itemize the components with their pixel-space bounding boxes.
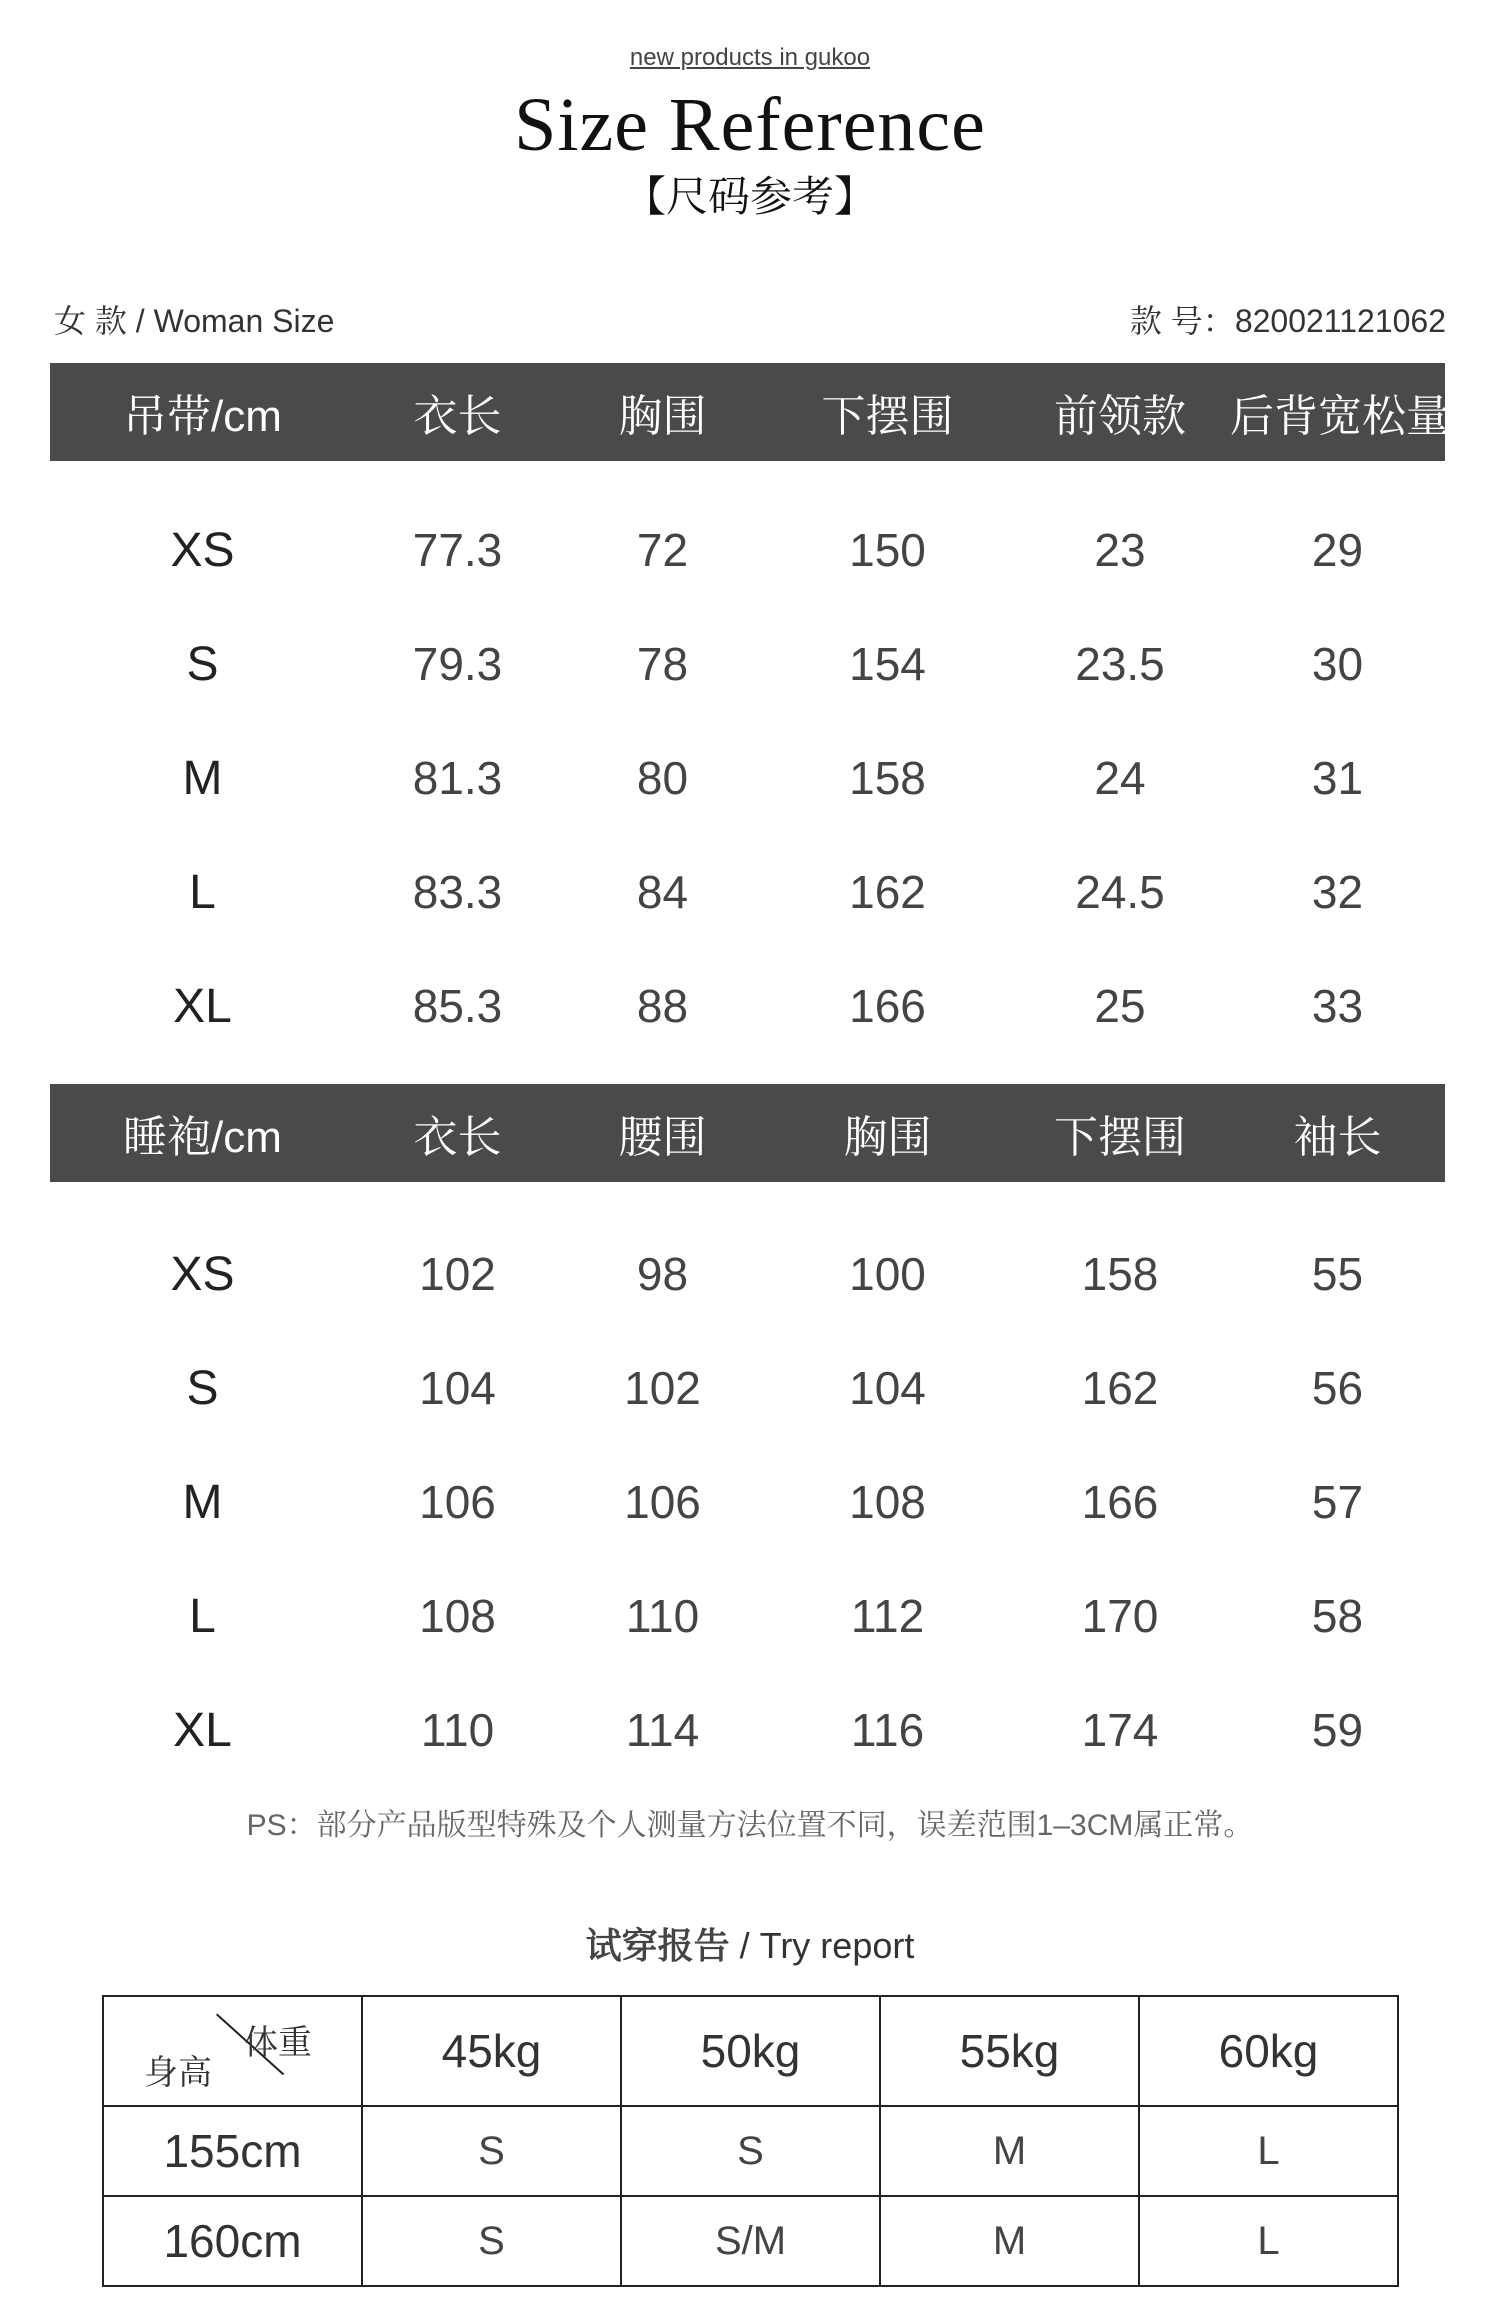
table-row <box>50 748 1445 808</box>
corner-cell <box>103 1996 362 2106</box>
column-header: 胸围 <box>618 392 707 441</box>
brand-subtitle: new products in gukoo <box>629 44 871 71</box>
table-cell: 108 <box>419 1590 496 1642</box>
table-cell: S <box>362 2196 621 2286</box>
style-number-label: 款 号： <box>1129 303 1235 339</box>
table-row <box>50 520 1445 580</box>
table-cell: 104 <box>419 1362 496 1414</box>
try-report-title <box>0 1918 1500 1969</box>
table-cell: 59 <box>1311 1704 1364 1756</box>
size-cell: L <box>189 865 216 919</box>
camisole-table-header <box>50 363 1450 461</box>
table-cell: 79.3 <box>412 638 503 690</box>
table-cell: 102 <box>624 1362 701 1414</box>
table-row <box>50 1586 1445 1646</box>
table-cell: 84 <box>636 866 689 918</box>
table-cell: 170 <box>1081 1590 1159 1642</box>
column-header: 衣长 <box>413 1113 502 1162</box>
size-cell: XL <box>173 1703 232 1757</box>
table-cell: 33 <box>1311 980 1364 1032</box>
table-row <box>50 1472 1445 1532</box>
style-number <box>1130 296 1446 342</box>
table-row <box>50 862 1445 922</box>
table-cell: M <box>880 2196 1139 2286</box>
height-axis-label: 身高 <box>144 2054 212 2092</box>
table-cell: 116 <box>850 1704 925 1756</box>
column-header: 胸围 <box>843 1113 932 1162</box>
measurement-note: PS：部分产品版型特殊及个人测量方法位置不同，误差范围1–3CM属正常。 <box>246 1809 1254 1842</box>
table-cell: 88 <box>636 980 689 1032</box>
weight-header: 45kg <box>362 1996 621 2106</box>
size-cell: XL <box>173 979 232 1033</box>
table-cell: 150 <box>849 524 926 576</box>
column-header: 前领款 <box>1054 392 1186 441</box>
table-row <box>50 1358 1445 1418</box>
weight-header: 60kg <box>1139 1996 1398 2106</box>
try-report-title-en: / Try report <box>729 1925 915 1966</box>
height-label: 155cm <box>103 2106 362 2196</box>
table-header-row <box>103 1996 1398 2106</box>
table-cell: 166 <box>849 980 926 1032</box>
size-cell: XS <box>170 1247 235 1301</box>
table-cell: 30 <box>1311 638 1364 690</box>
table-cell: 32 <box>1311 866 1364 918</box>
table-cell: 158 <box>1081 1248 1159 1300</box>
table-cell: 166 <box>1081 1476 1159 1528</box>
table-row <box>50 976 1445 1036</box>
table-cell: 78 <box>636 638 689 690</box>
table-row <box>50 1700 1445 1760</box>
table-cell: 110 <box>420 1704 495 1756</box>
table-cell: 98 <box>636 1248 689 1300</box>
size-cell: M <box>182 751 223 805</box>
column-header: 睡袍/cm <box>123 1113 282 1162</box>
table-row <box>50 634 1445 694</box>
table-cell: 114 <box>625 1704 700 1756</box>
table-cell: 100 <box>849 1248 926 1300</box>
table-cell: 58 <box>1311 1590 1364 1642</box>
height-label: 160cm <box>103 2196 362 2286</box>
table-row <box>50 1244 1445 1304</box>
size-cell: L <box>189 1589 216 1643</box>
column-header: 袖长 <box>1293 1113 1382 1162</box>
column-header: 衣长 <box>413 392 502 441</box>
weight-axis-label: 体重 <box>244 2024 312 2062</box>
table-cell: 24.5 <box>1075 866 1165 918</box>
table-cell: 23 <box>1094 524 1146 576</box>
table-cell: 162 <box>1081 1362 1159 1414</box>
table-cell: 106 <box>419 1476 496 1528</box>
robe-table-header <box>50 1084 1445 1182</box>
table-cell: 77.3 <box>412 524 503 576</box>
size-cell: M <box>182 1475 223 1529</box>
table-cell: 112 <box>850 1590 925 1642</box>
table-cell: 81.3 <box>412 752 503 804</box>
table-cell: 55 <box>1311 1248 1364 1300</box>
size-cell: S <box>186 1361 219 1415</box>
table-cell: 174 <box>1081 1704 1159 1756</box>
column-header: 腰围 <box>618 1113 707 1162</box>
table-cell: 102 <box>419 1248 496 1300</box>
column-header: 下摆围 <box>821 392 954 441</box>
table-cell: L <box>1139 2196 1398 2286</box>
column-header: 下摆围 <box>1054 1113 1186 1162</box>
weight-header: 50kg <box>621 1996 880 2106</box>
style-number-value: 820021121062 <box>1234 303 1446 339</box>
table-cell: 158 <box>849 752 926 804</box>
table-cell: 162 <box>849 866 926 918</box>
table-cell: 25 <box>1094 980 1146 1032</box>
table-cell: S <box>621 2106 880 2196</box>
table-row <box>103 2106 1398 2196</box>
size-cell: S <box>186 637 219 691</box>
column-header: 吊带/cm <box>123 392 282 441</box>
table-cell: 80 <box>636 752 689 804</box>
try-report-table <box>102 1995 1399 2287</box>
size-cell: XS <box>170 523 235 577</box>
table-cell: 23.5 <box>1075 638 1165 690</box>
table-cell: L <box>1139 2106 1398 2196</box>
table-cell: 83.3 <box>412 866 503 918</box>
table-cell: 72 <box>636 524 689 576</box>
page-title-cn: 【尺码参考】 <box>623 173 876 220</box>
table-cell: 154 <box>849 638 926 690</box>
table-cell: 29 <box>1311 524 1364 576</box>
table-row <box>103 2196 1398 2286</box>
table-cell: 85.3 <box>412 980 503 1032</box>
column-header: 后背宽松量 <box>1230 392 1450 441</box>
table-cell: 110 <box>625 1590 700 1642</box>
table-cell: 106 <box>624 1476 701 1528</box>
table-cell: 57 <box>1311 1476 1364 1528</box>
table-cell: 104 <box>849 1362 926 1414</box>
table-cell: 24 <box>1094 752 1146 804</box>
table-cell: 108 <box>849 1476 926 1528</box>
table-cell: M <box>880 2106 1139 2196</box>
page-title: Size Reference <box>514 83 986 167</box>
weight-header: 55kg <box>880 1996 1139 2106</box>
table-cell: S/M <box>621 2196 880 2286</box>
table-cell: 31 <box>1311 752 1364 804</box>
table-cell: S <box>362 2106 621 2196</box>
size-category-label: 女 款 / Woman Size <box>54 303 335 339</box>
try-report-title-cn: 试穿报告 <box>585 1925 730 1966</box>
table-cell: 56 <box>1311 1362 1364 1414</box>
